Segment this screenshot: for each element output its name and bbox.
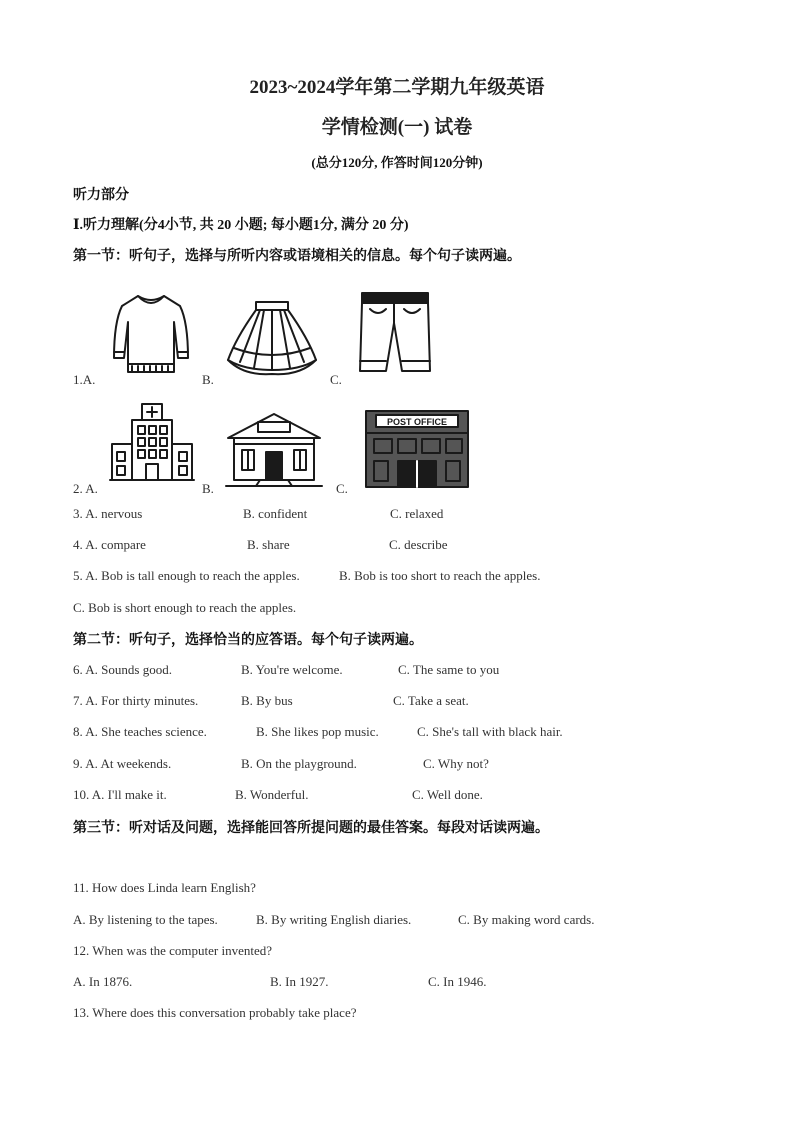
q8-option-c: C. She's tall with black hair.: [417, 724, 563, 739]
q10-option-c: C. Well done.: [412, 787, 483, 802]
q11-stem: 11. How does Linda learn English?: [73, 880, 256, 895]
q9-option-c: C. Why not?: [423, 756, 489, 771]
q5-option-c: C. Bob is short enough to reach the apples.: [73, 600, 297, 615]
q3-option-b: B. confident: [243, 506, 308, 521]
q11-option-b: B. By writing English diaries.: [256, 912, 412, 927]
score-note: (总分120分, 作答时间120分钟): [311, 155, 483, 170]
q10-option-b: B. Wonderful.: [235, 787, 309, 802]
post-office-sign: POST OFFICE: [386, 417, 448, 427]
skirt-icon: [224, 298, 320, 378]
q4-option-a: 4. A. compare: [73, 537, 146, 552]
q12-stem: 12. When was the computer invented?: [73, 943, 273, 958]
q9-option-b: B. On the playground.: [241, 756, 357, 771]
q7-option-c: C. Take a seat.: [393, 693, 469, 708]
hospital-icon: [108, 400, 196, 484]
post-office-icon: [362, 405, 472, 489]
q5-option-b: B. Bob is too short to reach the apples.: [339, 568, 541, 583]
q8-option-a: 8. A. She teaches science.: [73, 724, 207, 739]
q1-label-c: C.: [330, 372, 342, 387]
trousers-icon: [356, 289, 434, 375]
listening-part-label: 听力部分: [73, 188, 129, 203]
q11-option-a: A. By listening to the tapes.: [73, 912, 218, 927]
section2-title: 第二节：听句子，选择恰当的应答语。每个句子读两遍。: [73, 633, 423, 648]
q8-option-b: B. She likes pop music.: [256, 724, 379, 739]
exam-subtitle: 学情检测(一) 试卷: [321, 117, 473, 138]
q10-option-a: 10. A. I'll make it.: [73, 787, 167, 802]
q7-option-b: B. By bus: [241, 693, 293, 708]
section3-title: 第三节：听对话及问题，选择能回答所提问题的最佳答案。每段对话读两遍。: [73, 821, 549, 836]
q13-stem: 13. Where does this conversation probably take place?: [73, 1005, 357, 1020]
q12-option-c: C. In 1946.: [428, 974, 487, 989]
q4-option-b: B. share: [247, 537, 290, 552]
q12-option-b: B. In 1927.: [270, 974, 329, 989]
listening-section-title: Ⅰ.听力理解(分4小节, 共 20 小题; 每小题1分, 满分 20 分): [73, 218, 409, 233]
q11-option-c: C. By making word cards.: [458, 912, 595, 927]
q6-option-b: B. You're welcome.: [241, 662, 343, 677]
q12-option-a: A. In 1876.: [73, 974, 133, 989]
q1-label-b: B.: [202, 372, 214, 387]
q2-label-c: C.: [336, 481, 348, 496]
q2-label-b: B.: [202, 481, 214, 496]
q7-option-a: 7. A. For thirty minutes.: [73, 693, 199, 708]
section1-title: 第一节：听句子，选择与所听内容或语境相关的信息。每个句子读两遍。: [73, 249, 521, 264]
q2-label-a: 2. A.: [73, 481, 98, 496]
q3-option-a: 3. A. nervous: [73, 506, 143, 521]
exam-title: 2023~2024学年第二学期九年级英语: [249, 77, 545, 98]
q5-option-a: 5. A. Bob is tall enough to reach the apples.: [73, 568, 300, 583]
q3-option-c: C. relaxed: [390, 506, 444, 521]
sweater-icon: [110, 292, 192, 376]
q6-option-c: C. The same to you: [398, 662, 500, 677]
library-icon: [224, 408, 324, 488]
q6-option-a: 6. A. Sounds good.: [73, 662, 172, 677]
q4-option-c: C. describe: [389, 537, 448, 552]
q9-option-a: 9. A. At weekends.: [73, 756, 172, 771]
q1-label-a: 1.A.: [73, 372, 96, 387]
